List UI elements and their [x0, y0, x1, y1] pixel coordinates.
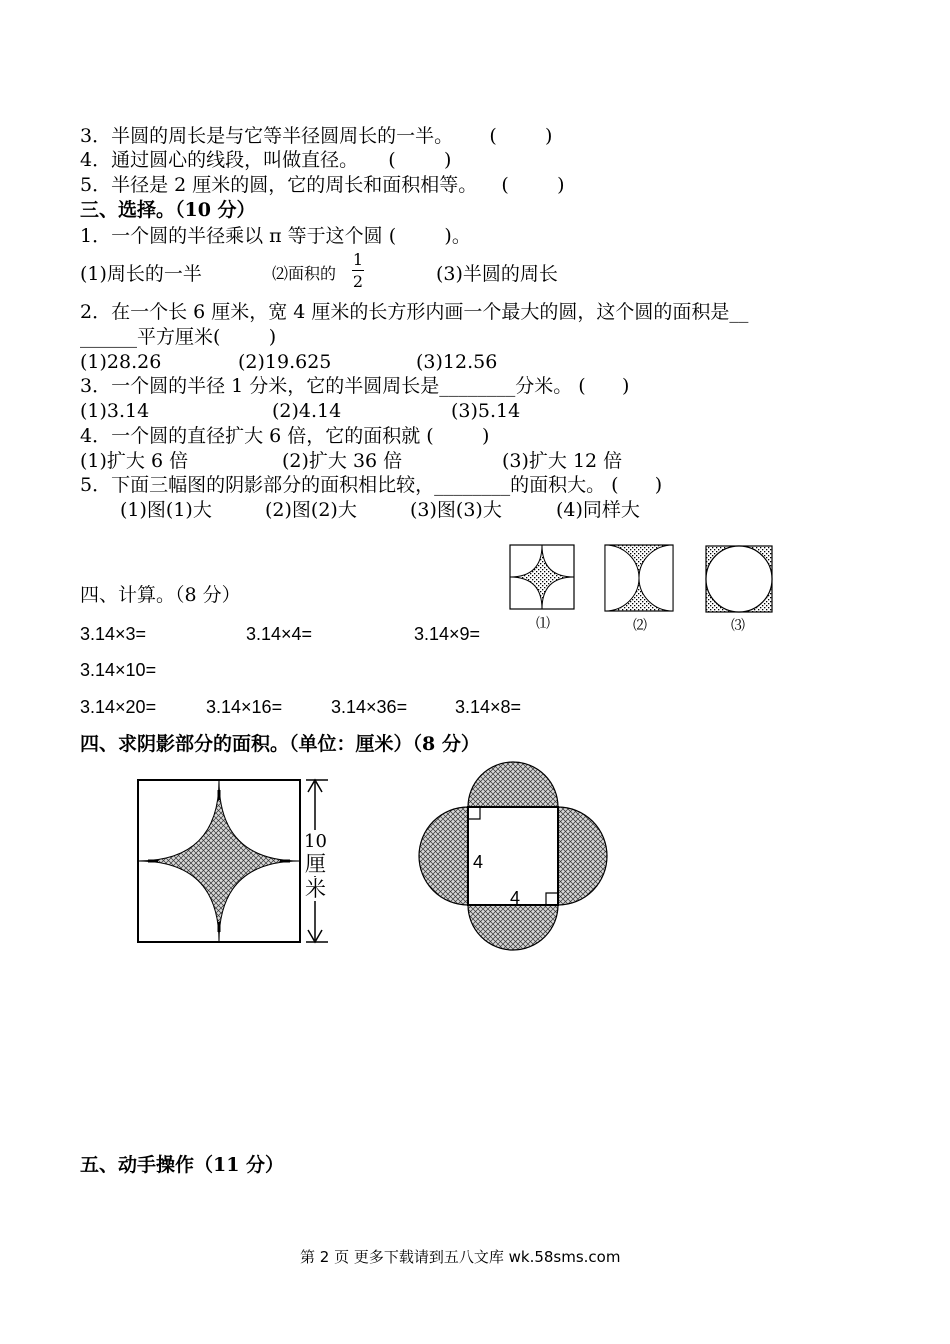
figure-3-label: ⑶	[731, 618, 745, 634]
choice-q3-opt3: (3)5.14	[451, 400, 521, 422]
dimension-10: 10	[304, 831, 327, 852]
choice-q3-opt2: (2)4.14	[272, 400, 342, 422]
choice-q1-opt3: (3)半圆的周长	[436, 263, 558, 285]
figure-1	[510, 545, 574, 609]
hands-heading: 五、动手操作（11 分）	[80, 1154, 285, 1176]
figure-2	[605, 545, 673, 611]
choice-heading: 三、选择。（10 分）	[80, 199, 256, 221]
fraction-denominator: 2	[352, 272, 364, 291]
calc-e2: 3.14×4=	[246, 624, 313, 644]
four-semicircle-figure	[418, 764, 614, 954]
choice-q5-opt1: (1)图(1)大	[120, 499, 212, 521]
dimension-mi: 米	[305, 877, 326, 901]
figure-1-label: ⑴	[536, 616, 550, 632]
tf-q5: 5．半径是 2 厘米的圆，它的周长和面积相等。 ( )	[80, 174, 565, 196]
choice-q5-opt3: (3)图(3)大	[410, 499, 502, 521]
figure-3	[706, 546, 772, 612]
choice-q4-opt3: (3)扩大 12 倍	[502, 450, 623, 472]
page-footer: 第 2 页 更多下载请到五八文库 wk.58sms.com	[300, 1248, 621, 1266]
choice-q1-opt1: (1)周长的一半	[80, 263, 202, 285]
side-label-bottom: 4	[510, 888, 521, 908]
fraction-bar	[352, 270, 364, 271]
side-label-left: 4	[473, 852, 484, 872]
choice-q5: 5．下面三幅图的阴影部分的面积相比较，________的面积大。 ( )	[80, 474, 663, 496]
choice-q2-opt3: (3)12.56	[416, 351, 498, 373]
figure-2-label: ⑵	[633, 618, 647, 634]
choice-q5-opt4: (4)同样大	[556, 499, 640, 521]
choice-q2-line1: 2．在一个长 6 厘米，宽 4 厘米的长方形内画一个最大的圆，这个圆的面积是__	[80, 301, 749, 323]
calc-e8: 3.14×8=	[455, 697, 522, 717]
choice-q3-opt1: (1)3.14	[80, 400, 150, 422]
fraction-numerator: 1	[352, 250, 364, 269]
choice-q2-line2: ______平方厘米( )	[80, 326, 277, 348]
shade-heading: 四、求阴影部分的面积。（单位：厘米）（8 分）	[80, 733, 480, 755]
calc-e5: 3.14×20=	[80, 697, 157, 717]
choice-q4: 4．一个圆的直径扩大 6 倍，它的面积就 ( )	[80, 425, 490, 447]
calc-e1: 3.14×3=	[80, 624, 147, 644]
dimension-li: 厘	[305, 852, 326, 876]
choice-q5-opt2: (2)图(2)大	[265, 499, 357, 521]
calc-e6: 3.14×16=	[206, 697, 283, 717]
choice-q2-opt1: (1)28.26	[80, 351, 162, 373]
choice-q1: 1．一个圆的半径乘以 π 等于这个圆 ( )。	[80, 225, 471, 247]
calc-e4: 3.14×10=	[80, 660, 157, 680]
choice-q4-opt1: (1)扩大 6 倍	[80, 450, 189, 472]
choice-q4-opt2: (2)扩大 36 倍	[282, 450, 403, 472]
calc-e7: 3.14×36=	[331, 697, 408, 717]
choice-q1-opt2: ⑵面积的	[272, 264, 337, 283]
choice-q3: 3．一个圆的半径 1 分米，它的半圆周长是________分米。 ( )	[80, 375, 630, 397]
choice-q2-opt2: (2)19.625	[238, 351, 332, 373]
tf-q4: 4．通过圆心的线段，叫做直径。 ( )	[80, 149, 452, 171]
calc-e3: 3.14×9=	[414, 624, 481, 644]
tf-q3: 3．半圆的周长是与它等半径圆周长的一半。 ( )	[80, 125, 553, 147]
calc-heading: 四、计算。（8 分）	[80, 584, 241, 606]
